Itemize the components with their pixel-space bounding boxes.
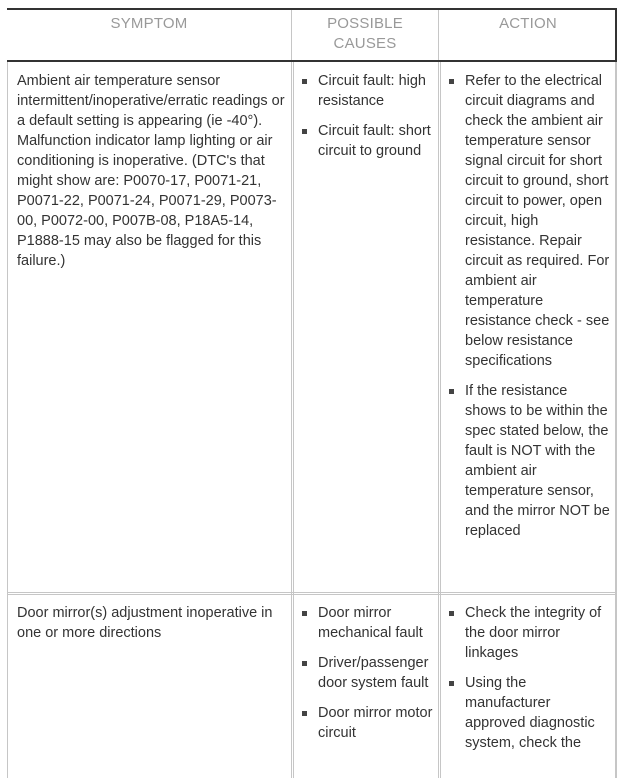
bullet-icon <box>302 129 307 134</box>
list-item: Door mirror motor circuit <box>298 703 435 743</box>
table-row-2-causes <box>298 603 435 753</box>
bullet-icon <box>449 79 454 84</box>
row-border <box>7 592 617 593</box>
header-symptom: SYMPTOM <box>110 15 188 32</box>
column-border <box>440 62 441 778</box>
list-item: If the resistance shows to be within the spec stated below, the fault is NOT with the ambient air temperature sensor, and the mirror NOT be replaced <box>445 381 611 541</box>
table-row-1-actions <box>445 71 611 551</box>
bullet-icon <box>302 661 307 666</box>
header-action: ACTION <box>499 15 557 32</box>
header-possible-causes-line1: POSSIBLE <box>327 15 403 32</box>
column-border-right <box>616 62 617 778</box>
column-border <box>438 62 439 778</box>
bullet-icon <box>449 389 454 394</box>
column-border <box>293 62 294 778</box>
list-item: Using the manufacturer approved diagnostic system, check the <box>445 673 611 753</box>
header-possible-causes <box>292 10 438 60</box>
list-item: Driver/passenger door system fault <box>298 653 435 693</box>
list-item: Circuit fault: short circuit to ground <box>298 121 435 161</box>
table-row-1-symptom: Ambient air temperature sensor intermittent/inoperative/erratic readings or a default setting is appearing (ie -40°). Malfunction indicator lamp lighting or air conditioning is inoperative. (DTC's that might show are: P0070-17, P0071-21, P0071-22, P0071-24, P0071-29, P0073-00, P0072-00, P007B-08, P18A5-14, P1888-15 may also be flagged for this failure.) <box>17 73 285 269</box>
column-border <box>291 62 292 778</box>
diagnosis-table <box>7 8 617 778</box>
list-item: Door mirror mechanical fault <box>298 603 435 643</box>
list-item: Check the integrity of the door mirror linkages <box>445 603 611 663</box>
row-border <box>7 594 617 595</box>
table-row-2-actions <box>445 603 611 763</box>
list-item: Refer to the electrical circuit diagrams and check the ambient air temperature sensor signal circuit for short circuit to ground, short circuit to power, open circuit, high resistance. Repair circuit as required. For ambient air temperature resistance check - see below resistance specifications <box>445 71 611 371</box>
list-item: Circuit fault: high resistance <box>298 71 435 111</box>
header-bottom-rule <box>7 60 617 62</box>
bullet-icon <box>302 611 307 616</box>
column-border-left <box>7 62 8 778</box>
bullet-icon <box>302 79 307 84</box>
header-possible-causes-line2: CAUSES <box>333 35 397 52</box>
bullet-icon <box>449 681 454 686</box>
bullet-icon <box>449 611 454 616</box>
bullet-icon <box>302 711 307 716</box>
table-row-1-causes <box>298 71 435 171</box>
table-row-2-symptom: Door mirror(s) adjustment inoperative in one or more directions <box>17 605 273 641</box>
